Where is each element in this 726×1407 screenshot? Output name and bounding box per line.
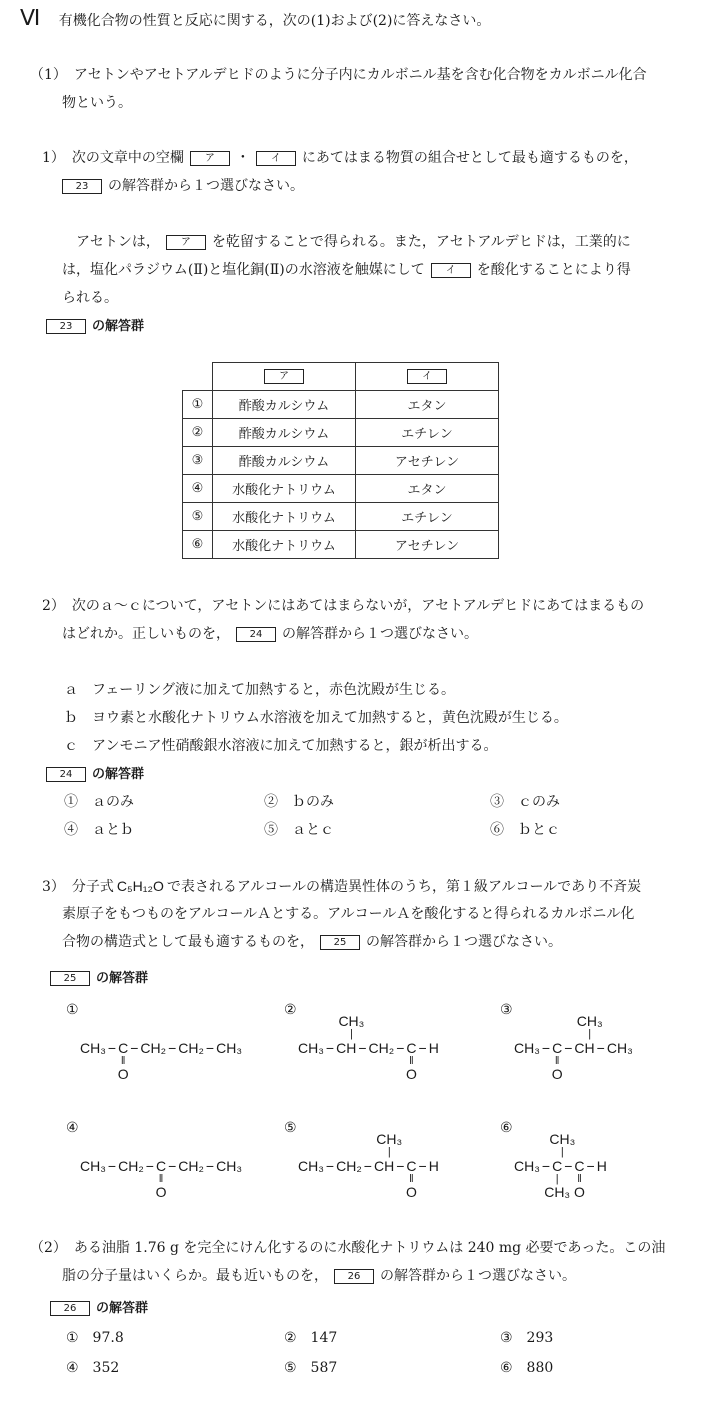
group-text: CH₂ <box>178 1158 204 1174</box>
s1-line2 <box>56 176 304 196</box>
substituent-above <box>577 1014 603 1040</box>
table-row[interactable] <box>183 531 499 559</box>
single-bond: − <box>145 1158 154 1174</box>
structure-option-1[interactable] <box>66 1002 243 1082</box>
substituent-text: CH₃ <box>544 1184 571 1200</box>
group-text: CH₂ <box>336 1158 362 1174</box>
row-number: ① <box>183 391 213 419</box>
atom-group <box>140 1040 166 1056</box>
option-label: ① <box>66 1002 79 1018</box>
single-bond: − <box>325 1158 335 1174</box>
double-bond-vertical: ‖ <box>409 1173 414 1185</box>
group-text: C <box>155 1158 167 1174</box>
cell-a: 酢酸カルシウム <box>213 447 356 475</box>
empty-cell <box>183 363 213 391</box>
atom-group <box>574 1158 585 1200</box>
atom-group <box>551 1040 563 1082</box>
answer-box-24: 24 <box>46 767 86 782</box>
atom-group <box>514 1040 540 1056</box>
substituent-text: O <box>405 1066 417 1082</box>
answer-box-26: 26 <box>334 1269 374 1284</box>
single-bond: − <box>396 1158 405 1174</box>
substituent-text: O <box>551 1066 563 1082</box>
atom-group <box>80 1040 106 1056</box>
single-bond: − <box>205 1040 215 1056</box>
text: 1） 次の文章中の空欄 <box>42 150 184 166</box>
row-number: ⑤ <box>183 503 213 531</box>
option-26-2[interactable]: ② 147 <box>284 1330 338 1346</box>
cell-i: エチレン <box>356 419 499 447</box>
substituent-below <box>406 1174 417 1200</box>
option-label: ⑤ <box>284 1120 297 1136</box>
single-bond: − <box>168 1040 177 1056</box>
structure-option-5[interactable] <box>284 1120 439 1200</box>
answer-box-26: 26 <box>50 1301 90 1316</box>
group-text: H <box>596 1158 607 1174</box>
group-24-label <box>40 764 144 785</box>
group-text: C <box>406 1158 417 1174</box>
group-text: CH₂ <box>118 1158 144 1174</box>
substituent-text: CH₃ <box>549 1131 576 1147</box>
text: の解答群から１つ選びなさい。 <box>366 934 562 950</box>
atom-group <box>118 1158 144 1174</box>
option-24-2[interactable]: ② ｂのみ <box>264 794 334 810</box>
cell-i: アセチレン <box>356 447 499 475</box>
answer-table-23 <box>182 362 499 559</box>
group-23-label <box>40 316 144 337</box>
option-label: ⑥ <box>500 1120 513 1136</box>
text: 脂の分子量はいくらか。最も近いものを， <box>62 1268 328 1284</box>
s2-line2 <box>62 624 478 644</box>
q1-lead-cont: 物という。 <box>62 95 132 111</box>
group-text: CH₃ <box>298 1040 324 1056</box>
row-number: ⑥ <box>183 531 213 559</box>
table-row[interactable] <box>183 447 499 475</box>
atom-group <box>80 1158 106 1174</box>
header-cell <box>213 363 356 391</box>
cell-i: アセチレン <box>356 531 499 559</box>
text: を乾留することで得られる。また，アセトアルデヒドは，工業的に <box>211 234 631 250</box>
substituent-above <box>549 1132 575 1158</box>
single-bond: − <box>541 1040 551 1056</box>
atom-group <box>117 1040 129 1082</box>
option-label: ② <box>284 1002 297 1018</box>
text: の解答群 <box>96 1301 149 1316</box>
answer-box-23: 23 <box>62 179 102 194</box>
atom-group <box>216 1158 242 1174</box>
statement-a: ａ フェーリング液に加えて加熱すると，赤色沈殿が生じる。 <box>64 682 456 698</box>
group-text: CH₃ <box>514 1040 540 1056</box>
single-bond: − <box>418 1040 427 1056</box>
single-bond: − <box>205 1158 215 1174</box>
single-bond: − <box>363 1158 372 1174</box>
single-bond-vertical: | <box>588 1028 592 1040</box>
statement-c: ｃ アンモニア性硝酸銀水溶液に加えて加熱すると，銀が析出する。 <box>64 738 498 754</box>
blank-a: ア <box>264 369 304 384</box>
text: で表されるアルコールの構造異性体のうち，第１級アルコールであり不斉炭 <box>166 879 642 895</box>
q2-line1: （2） ある油脂 1.76 g を完全にけん化するのに水酸化ナトリウムは 240 mg 必要であった。この油 <box>30 1240 666 1256</box>
atom-group <box>336 1013 365 1056</box>
structure-option-6[interactable] <box>500 1120 607 1200</box>
option-24-1[interactable]: ① ａのみ <box>64 794 134 810</box>
group-text: CH₃ <box>216 1040 243 1056</box>
atom-group <box>178 1040 204 1056</box>
double-bond-vertical: ‖ <box>409 1055 414 1067</box>
cell-a: 酢酸カルシウム <box>213 391 356 419</box>
group-text: C <box>118 1040 129 1056</box>
option-24-3[interactable]: ③ ｃのみ <box>490 794 560 810</box>
group-text: C <box>574 1158 585 1174</box>
structure-option-3[interactable] <box>500 1002 633 1082</box>
substituent-below <box>118 1056 129 1082</box>
group-text: CH₃ <box>606 1040 633 1056</box>
single-bond-vertical: | <box>387 1146 391 1158</box>
group-text: C <box>406 1040 417 1056</box>
cell-i: エタン <box>356 391 499 419</box>
option-24-4[interactable]: ④ ａとｂ <box>64 822 134 838</box>
text: ・ <box>235 150 250 166</box>
atom-group <box>369 1040 395 1056</box>
cell-a: 水酸化ナトリウム <box>213 531 356 559</box>
blank-a: ア <box>190 151 230 166</box>
group-text: CH <box>574 1040 595 1056</box>
single-bond-vertical: | <box>555 1173 559 1185</box>
atom-group <box>405 1040 417 1082</box>
table-header-row <box>183 363 499 391</box>
atom-group <box>216 1040 242 1056</box>
atom-group <box>155 1158 167 1200</box>
double-bond-vertical: ‖ <box>158 1173 164 1185</box>
answer-box-25: 25 <box>320 935 360 950</box>
substituent-below <box>552 1056 563 1082</box>
group-text: CH <box>373 1158 395 1174</box>
group-text: CH₂ <box>140 1040 167 1056</box>
molecular-formula: C₅H₁₂O <box>116 878 164 894</box>
option-label: ④ <box>66 1120 79 1136</box>
double-bond-vertical: ‖ <box>554 1055 560 1067</box>
blank-i: イ <box>407 369 447 384</box>
substituent-below <box>544 1174 570 1200</box>
table-row[interactable] <box>183 419 499 447</box>
substituent-above <box>338 1014 364 1040</box>
text: 合物の構造式として最も適するものを， <box>62 934 314 950</box>
substituent-below <box>156 1174 167 1200</box>
text: の解答群から１つ選びなさい。 <box>282 626 478 642</box>
atom-group <box>429 1040 439 1056</box>
option-26-4[interactable]: ④ 352 <box>66 1360 120 1376</box>
group-text: CH₃ <box>216 1158 243 1174</box>
blank-i: イ <box>431 263 471 278</box>
atom-group <box>544 1131 576 1200</box>
single-bond: − <box>107 1158 117 1174</box>
single-bond: − <box>168 1158 177 1174</box>
option-24-5[interactable]: ⑤ ａとｃ <box>264 822 334 838</box>
text: の解答群から１つ選びなさい。 <box>108 178 304 194</box>
option-26-5[interactable]: ⑤ 587 <box>284 1360 338 1376</box>
text: の解答群 <box>96 971 149 986</box>
group-text: CH₃ <box>298 1158 324 1174</box>
statement-b: ｂ ヨウ素と水酸化ナトリウム水溶液を加えて加熱すると，黄色沈殿が生じる。 <box>64 710 568 726</box>
section-number: Ⅵ <box>20 5 41 30</box>
s3-line3 <box>62 932 562 952</box>
option-26-6[interactable]: ⑥ 880 <box>500 1360 554 1376</box>
group-26-label <box>44 1298 148 1319</box>
text: を酸化することにより得 <box>476 262 631 278</box>
substituent-below <box>574 1174 585 1200</box>
cell-a: 酢酸カルシウム <box>213 419 356 447</box>
substituent-text: O <box>405 1184 417 1200</box>
text: の解答群 <box>92 319 145 334</box>
single-bond: − <box>107 1040 117 1056</box>
atom-group <box>336 1158 362 1174</box>
group-text: CH₃ <box>514 1158 540 1174</box>
single-bond: − <box>130 1040 139 1056</box>
atom-group <box>607 1040 633 1056</box>
structure-option-2[interactable] <box>284 1002 439 1082</box>
option-label: ③ <box>500 1002 513 1018</box>
group-text: CH₂ <box>178 1040 204 1056</box>
single-bond: − <box>396 1040 405 1056</box>
substituent-below <box>406 1056 417 1082</box>
substituent-text: CH₃ <box>376 1131 403 1147</box>
q1-lead: （1） アセトンやアセトアルデヒドのように分子内にカルボニル基を含む化合物をカルボニル化合 <box>30 67 647 83</box>
single-bond: − <box>564 1040 573 1056</box>
intro-text: 有機化合物の性質と反応に関する，次の(1)および(2)に答えなさい。 <box>58 13 491 29</box>
text: にあてはまる物質の組合せとして最も適するものを， <box>301 150 638 166</box>
atom-group <box>514 1158 540 1174</box>
main-chain <box>80 1158 243 1200</box>
answer-box-25: 25 <box>50 971 90 986</box>
text: アセトンは， <box>76 234 160 250</box>
atom-group <box>405 1158 417 1200</box>
single-bond: − <box>586 1158 595 1174</box>
header-cell <box>356 363 499 391</box>
substituent-text: CH₃ <box>338 1013 365 1029</box>
group-text: CH₂ <box>368 1040 395 1056</box>
cell-i: エタン <box>356 475 499 503</box>
main-chain <box>298 1013 439 1082</box>
row-number: ② <box>183 419 213 447</box>
answer-box-23: 23 <box>46 319 86 334</box>
substituent-text: O <box>574 1184 585 1200</box>
table-row[interactable] <box>183 391 499 419</box>
main-chain <box>514 1013 633 1082</box>
atom-group <box>429 1158 439 1174</box>
main-chain <box>298 1131 439 1200</box>
text: はどれか。正しいものを， <box>62 626 230 642</box>
cell-a: 水酸化ナトリウム <box>213 475 356 503</box>
main-chain <box>514 1131 607 1200</box>
text: の解答群から１つ選びなさい。 <box>380 1268 576 1284</box>
row-number: ③ <box>183 447 213 475</box>
option-26-1[interactable]: ① 97.8 <box>66 1330 124 1346</box>
substituent-text: O <box>155 1184 167 1200</box>
group-25-label <box>44 968 148 989</box>
text: 3） 分子式 <box>42 879 114 895</box>
text: は，塩化パラジウム(Ⅱ)と塩化銅(Ⅱ)の水溶液を触媒にして <box>62 262 425 278</box>
group-text: C <box>552 1158 563 1174</box>
table-row[interactable] <box>183 475 499 503</box>
substituent-text: O <box>117 1066 129 1082</box>
s3-line1 <box>42 876 641 897</box>
atom-group <box>574 1013 603 1056</box>
q2-line2 <box>62 1266 576 1286</box>
substituent-above <box>376 1132 402 1158</box>
group-text: H <box>428 1158 439 1174</box>
single-bond: − <box>418 1158 427 1174</box>
atom-group <box>298 1158 324 1174</box>
atom-group <box>298 1040 324 1056</box>
answer-box-24: 24 <box>236 627 276 642</box>
blank-i: イ <box>256 151 296 166</box>
option-24-6[interactable]: ⑥ ｂとｃ <box>490 822 560 838</box>
single-bond: − <box>596 1040 605 1056</box>
passage-line3: られる。 <box>62 290 118 306</box>
main-chain <box>80 1040 243 1082</box>
structure-option-4[interactable] <box>66 1120 243 1200</box>
section-header <box>20 5 491 31</box>
text: の解答群 <box>92 767 145 782</box>
group-text: H <box>428 1040 439 1056</box>
single-bond-vertical: | <box>560 1146 564 1158</box>
double-bond-vertical: ‖ <box>577 1173 582 1185</box>
substituent-text: CH₃ <box>576 1013 603 1029</box>
row-number: ④ <box>183 475 213 503</box>
single-bond: − <box>564 1158 573 1174</box>
double-bond-vertical: ‖ <box>120 1055 126 1067</box>
cell-i: エチレン <box>356 503 499 531</box>
blank-a: ア <box>166 235 206 250</box>
atom-group <box>597 1158 607 1174</box>
group-text: CH₃ <box>80 1040 106 1056</box>
single-bond: − <box>325 1040 335 1056</box>
group-text: C <box>552 1040 563 1056</box>
single-bond: − <box>541 1158 551 1174</box>
option-26-3[interactable]: ③ 293 <box>500 1330 554 1346</box>
single-bond-vertical: | <box>349 1028 353 1040</box>
cell-a: 水酸化ナトリウム <box>213 503 356 531</box>
atom-group <box>373 1131 403 1174</box>
s2-line1: 2） 次のａ～ｃについて，アセトンにはあてはまらないが，アセトアルデヒドにあてはまるもの <box>42 598 645 614</box>
group-text: CH <box>336 1040 357 1056</box>
passage-line2 <box>62 260 631 280</box>
table-row[interactable] <box>183 503 499 531</box>
passage-line1 <box>76 232 631 252</box>
s1-line1 <box>42 148 638 168</box>
single-bond: − <box>358 1040 367 1056</box>
group-text: CH₃ <box>80 1158 106 1174</box>
s3-line2: 素原子をもつものをアルコールＡとする。アルコールＡを酸化すると得られるカルボニル化 <box>62 906 635 922</box>
atom-group <box>178 1158 204 1174</box>
